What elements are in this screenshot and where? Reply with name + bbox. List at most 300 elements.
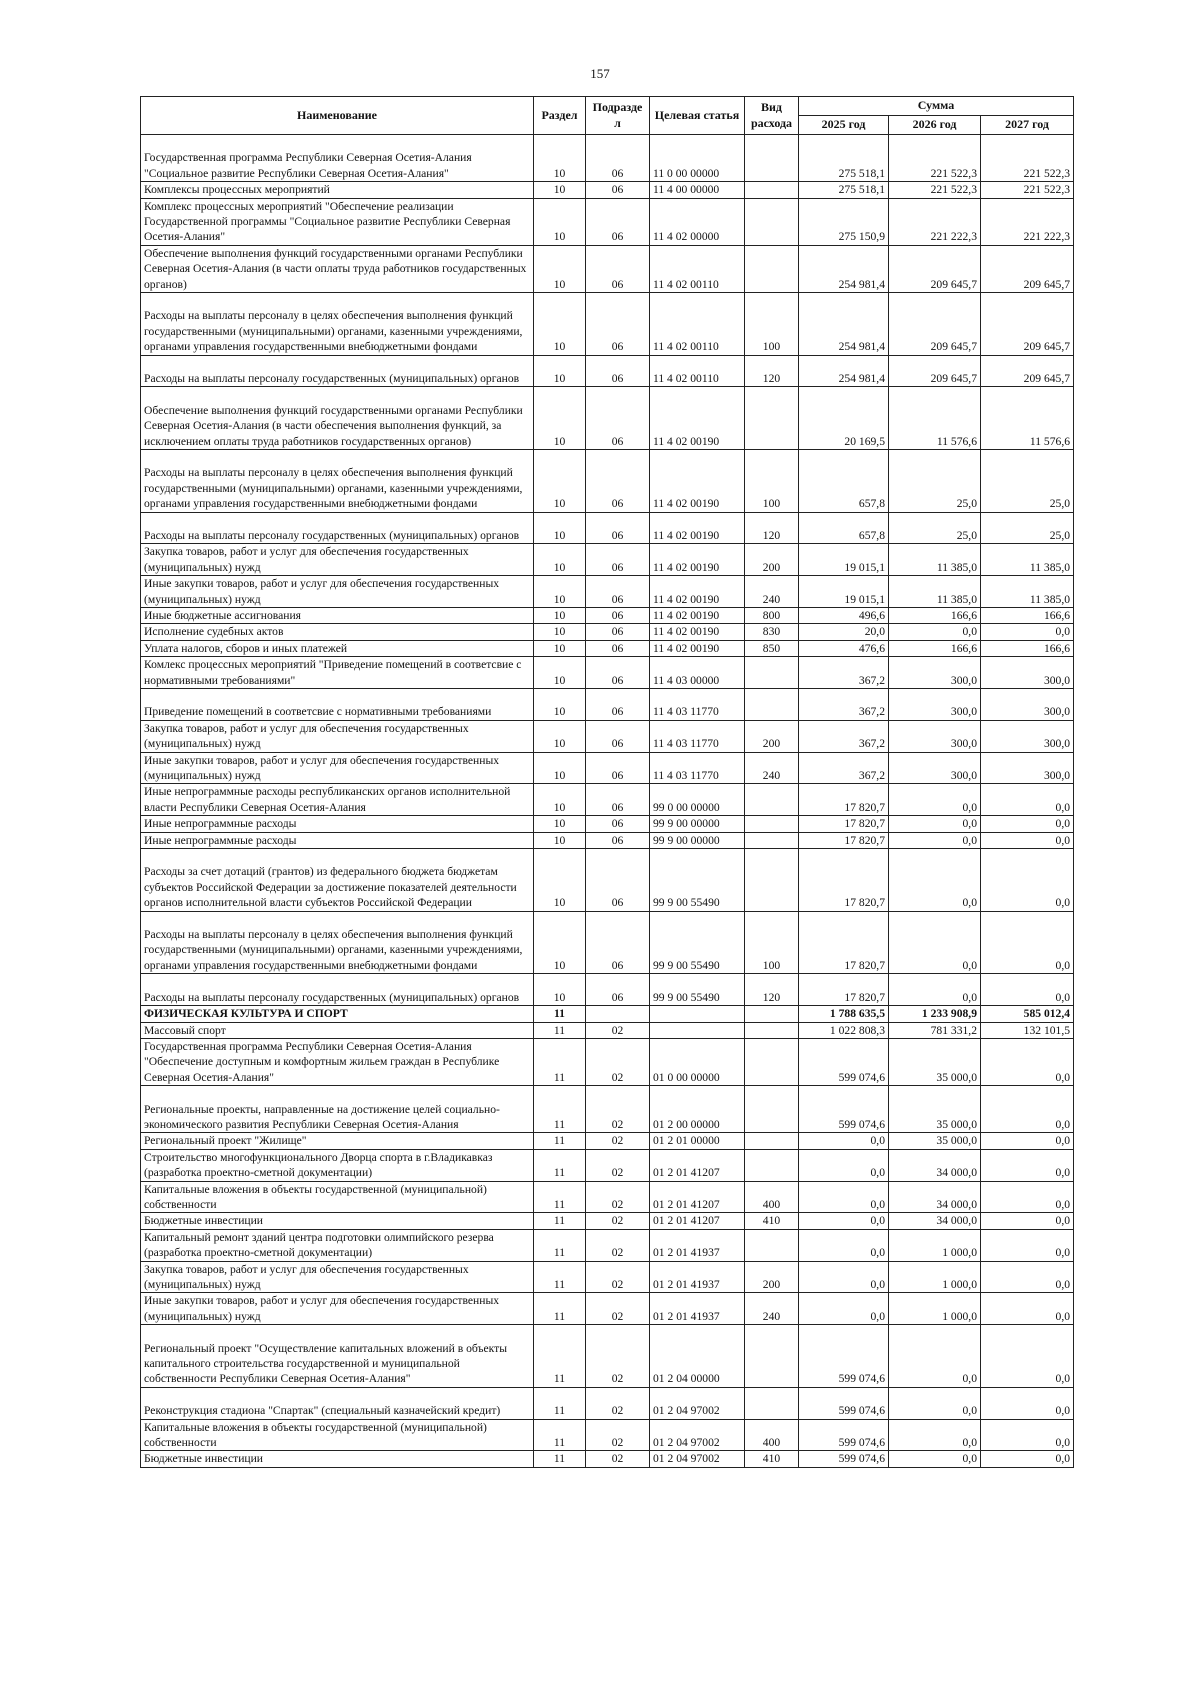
table-row — [141, 816, 1074, 832]
row-section: 10 — [534, 911, 586, 974]
row-name: Расходы на выплаты персоналу в целях обеспечения выполнения функций государственными (муниципальными) органами, казенными учреждениями, органами управления государственными внебюджетными фондами — [141, 450, 534, 513]
row-subsection: 06 — [586, 832, 650, 848]
row-value-2027: 0,0 — [981, 1086, 1074, 1133]
row-value-2026: 0,0 — [889, 784, 981, 816]
row-target: 11 4 02 00110 — [650, 245, 745, 292]
row-target: 11 4 02 00110 — [650, 355, 745, 387]
row-name: Расходы на выплаты персоналу государственных (муниципальных) органов — [141, 355, 534, 387]
row-target: 11 4 03 11770 — [650, 689, 745, 721]
row-value-2027: 0,0 — [981, 1261, 1074, 1293]
row-value-2025: 254 981,4 — [799, 245, 889, 292]
table-row — [141, 387, 1074, 450]
row-target: 99 9 00 55490 — [650, 849, 745, 912]
row-value-2027: 221 222,3 — [981, 198, 1074, 245]
row-section: 10 — [534, 974, 586, 1006]
row-type — [745, 816, 799, 832]
row-name: Массовый спорт — [141, 1022, 534, 1038]
row-section: 10 — [534, 608, 586, 624]
row-value-2027: 209 645,7 — [981, 245, 1074, 292]
table-row — [141, 512, 1074, 544]
row-value-2025: 599 074,6 — [799, 1451, 889, 1467]
row-value-2025: 19 015,1 — [799, 576, 889, 608]
row-value-2027: 25,0 — [981, 512, 1074, 544]
row-name: Расходы на выплаты персоналу в целях обеспечения выполнения функций государственными (муниципальными) органами, казенными учреждениями, органами управления государственными внебюджетными фондами — [141, 293, 534, 356]
table-row — [141, 974, 1074, 1006]
row-name: Строительство многофункционального Дворца спорта в г.Владикавказ (разработка проектно-сметной документации) — [141, 1149, 534, 1181]
table-row — [141, 657, 1074, 689]
row-target: 11 4 02 00190 — [650, 624, 745, 640]
row-section: 10 — [534, 182, 586, 198]
row-value-2026: 0,0 — [889, 624, 981, 640]
row-name: Комплексы процессных мероприятий — [141, 182, 534, 198]
row-type: 120 — [745, 512, 799, 544]
row-section: 10 — [534, 198, 586, 245]
row-value-2025: 1 788 635,5 — [799, 1006, 889, 1022]
row-value-2027: 0,0 — [981, 1419, 1074, 1451]
row-value-2025: 17 820,7 — [799, 911, 889, 974]
row-section: 11 — [534, 1181, 586, 1213]
row-subsection: 06 — [586, 355, 650, 387]
row-type: 400 — [745, 1181, 799, 1213]
row-section: 10 — [534, 135, 586, 182]
row-section: 10 — [534, 544, 586, 576]
row-value-2027: 585 012,4 — [981, 1006, 1074, 1022]
row-subsection: 06 — [586, 657, 650, 689]
row-type — [745, 1086, 799, 1133]
row-subsection: 02 — [586, 1325, 650, 1388]
row-type: 100 — [745, 293, 799, 356]
row-value-2025: 0,0 — [799, 1229, 889, 1261]
row-target: 01 2 04 97002 — [650, 1387, 745, 1419]
table-row — [141, 1086, 1074, 1133]
row-value-2026: 25,0 — [889, 450, 981, 513]
row-section: 10 — [534, 720, 586, 752]
row-value-2026: 35 000,0 — [889, 1133, 981, 1149]
table-row — [141, 182, 1074, 198]
row-section: 11 — [534, 1006, 586, 1022]
row-section: 11 — [534, 1213, 586, 1229]
row-section: 11 — [534, 1149, 586, 1181]
row-type — [745, 849, 799, 912]
row-type: 800 — [745, 608, 799, 624]
row-section: 10 — [534, 657, 586, 689]
row-subsection: 06 — [586, 849, 650, 912]
header-type: Вид расхода — [745, 97, 799, 135]
row-type — [745, 1325, 799, 1388]
row-value-2026: 0,0 — [889, 974, 981, 1006]
row-value-2025: 17 820,7 — [799, 784, 889, 816]
row-type: 240 — [745, 752, 799, 784]
row-name: Иные непрограммные расходы республиканских органов исполнительной власти Республики Северная Осетия-Алания — [141, 784, 534, 816]
row-value-2025: 17 820,7 — [799, 974, 889, 1006]
row-target: 01 2 01 00000 — [650, 1133, 745, 1149]
row-value-2027: 300,0 — [981, 689, 1074, 721]
row-section: 10 — [534, 355, 586, 387]
row-name: Комлекс процессных мероприятий "Приведение помещений в соответсвие с нормативными требованиями" — [141, 657, 534, 689]
table-row — [141, 1006, 1074, 1022]
row-value-2025: 17 820,7 — [799, 816, 889, 832]
row-subsection: 06 — [586, 293, 650, 356]
row-target: 99 9 00 55490 — [650, 974, 745, 1006]
row-subsection: 06 — [586, 640, 650, 656]
row-section: 11 — [534, 1325, 586, 1388]
row-value-2026: 300,0 — [889, 689, 981, 721]
row-subsection: 06 — [586, 624, 650, 640]
row-name: Государственная программа Республики Северная Осетия-Алания "Социальное развитие Республики Северная Осетия-Алания" — [141, 135, 534, 182]
row-value-2026: 209 645,7 — [889, 245, 981, 292]
header-subsection: Подразде л — [586, 97, 650, 135]
row-type: 410 — [745, 1451, 799, 1467]
row-value-2027: 221 522,3 — [981, 182, 1074, 198]
row-subsection: 06 — [586, 135, 650, 182]
row-type: 100 — [745, 450, 799, 513]
row-subsection: 06 — [586, 608, 650, 624]
row-target: 11 0 00 00000 — [650, 135, 745, 182]
row-value-2025: 599 074,6 — [799, 1419, 889, 1451]
row-value-2025: 476,6 — [799, 640, 889, 656]
row-value-2027: 0,0 — [981, 832, 1074, 848]
row-name: Расходы на выплаты персоналу в целях обеспечения выполнения функций государственными (муниципальными) органами, казенными учреждениями, органами управления государственными внебюджетными фондами — [141, 911, 534, 974]
row-value-2027: 0,0 — [981, 1213, 1074, 1229]
table-row — [141, 624, 1074, 640]
row-target: 11 4 02 00190 — [650, 608, 745, 624]
row-subsection: 06 — [586, 689, 650, 721]
table-row — [141, 1387, 1074, 1419]
row-type — [745, 1006, 799, 1022]
row-subsection: 02 — [586, 1261, 650, 1293]
row-value-2026: 34 000,0 — [889, 1181, 981, 1213]
row-target: 01 2 01 41207 — [650, 1213, 745, 1229]
header-year-2027: 2027 год — [981, 116, 1074, 135]
row-name: Иные закупки товаров, работ и услуг для обеспечения государственных (муниципальных) нужд — [141, 1293, 534, 1325]
row-value-2027: 0,0 — [981, 1181, 1074, 1213]
table-row — [141, 135, 1074, 182]
row-value-2027: 0,0 — [981, 816, 1074, 832]
row-name: Обеспечение выполнения функций государственными органами Республики Северная Осетия-Алания (в части оплаты труда работников государственных органов) — [141, 245, 534, 292]
row-value-2027: 11 385,0 — [981, 544, 1074, 576]
row-type — [745, 689, 799, 721]
row-value-2026: 11 385,0 — [889, 576, 981, 608]
row-value-2026: 11 385,0 — [889, 544, 981, 576]
row-target: 11 4 03 11770 — [650, 720, 745, 752]
row-section: 10 — [534, 752, 586, 784]
row-target — [650, 1022, 745, 1038]
row-name: Уплата налогов, сборов и иных платежей — [141, 640, 534, 656]
row-value-2025: 0,0 — [799, 1293, 889, 1325]
row-value-2025: 367,2 — [799, 752, 889, 784]
row-section: 10 — [534, 387, 586, 450]
row-section: 11 — [534, 1387, 586, 1419]
row-target: 01 2 04 97002 — [650, 1419, 745, 1451]
row-name: Закупка товаров, работ и услуг для обеспечения государственных (муниципальных) нужд — [141, 544, 534, 576]
budget-body — [141, 135, 1074, 1468]
row-section: 10 — [534, 816, 586, 832]
row-type — [745, 1149, 799, 1181]
row-target: 01 2 04 00000 — [650, 1325, 745, 1388]
row-target: 01 2 01 41937 — [650, 1261, 745, 1293]
table-row — [141, 245, 1074, 292]
row-subsection: 06 — [586, 816, 650, 832]
row-subsection: 06 — [586, 182, 650, 198]
row-target: 11 4 02 00190 — [650, 640, 745, 656]
row-subsection: 02 — [586, 1419, 650, 1451]
table-row — [141, 1261, 1074, 1293]
row-subsection: 02 — [586, 1293, 650, 1325]
row-subsection — [586, 1006, 650, 1022]
row-section: 10 — [534, 624, 586, 640]
row-value-2025: 657,8 — [799, 450, 889, 513]
table-row — [141, 752, 1074, 784]
table-row — [141, 1181, 1074, 1213]
row-name: Комплекс процессных мероприятий "Обеспечение реализации Государственной программы "Социальное развитие Республики Северная Осетия-Алания" — [141, 198, 534, 245]
row-type: 200 — [745, 720, 799, 752]
row-section: 10 — [534, 512, 586, 544]
row-value-2027: 0,0 — [981, 1451, 1074, 1467]
row-section: 11 — [534, 1038, 586, 1085]
row-subsection: 02 — [586, 1038, 650, 1085]
row-type: 830 — [745, 624, 799, 640]
row-subsection: 06 — [586, 198, 650, 245]
row-section: 10 — [534, 784, 586, 816]
row-name: Капитальный ремонт зданий центра подготовки олимпийского резерва (разработка проектно-сметной документации) — [141, 1229, 534, 1261]
row-type — [745, 784, 799, 816]
row-type: 400 — [745, 1419, 799, 1451]
row-value-2026: 166,6 — [889, 608, 981, 624]
row-subsection: 06 — [586, 784, 650, 816]
row-value-2026: 166,6 — [889, 640, 981, 656]
row-section: 10 — [534, 832, 586, 848]
row-name: Бюджетные инвестиции — [141, 1451, 534, 1467]
row-value-2027: 0,0 — [981, 911, 1074, 974]
row-target: 99 9 00 55490 — [650, 911, 745, 974]
row-target: 11 4 02 00190 — [650, 512, 745, 544]
row-value-2027: 11 385,0 — [981, 576, 1074, 608]
row-type: 120 — [745, 355, 799, 387]
table-row — [141, 1419, 1074, 1451]
row-value-2026: 781 331,2 — [889, 1022, 981, 1038]
row-value-2027: 0,0 — [981, 784, 1074, 816]
row-value-2027: 0,0 — [981, 1293, 1074, 1325]
row-type — [745, 657, 799, 689]
row-section: 11 — [534, 1133, 586, 1149]
row-value-2026: 35 000,0 — [889, 1086, 981, 1133]
table-row — [141, 198, 1074, 245]
row-name: Иные закупки товаров, работ и услуг для обеспечения государственных (муниципальных) нужд — [141, 576, 534, 608]
row-value-2025: 367,2 — [799, 689, 889, 721]
row-type — [745, 1387, 799, 1419]
row-type: 410 — [745, 1213, 799, 1229]
row-value-2027: 25,0 — [981, 450, 1074, 513]
row-subsection: 06 — [586, 720, 650, 752]
row-value-2026: 25,0 — [889, 512, 981, 544]
row-value-2027: 0,0 — [981, 624, 1074, 640]
row-subsection: 02 — [586, 1086, 650, 1133]
row-value-2025: 20 169,5 — [799, 387, 889, 450]
row-subsection: 06 — [586, 387, 650, 450]
row-subsection: 02 — [586, 1149, 650, 1181]
row-target: 11 4 03 00000 — [650, 657, 745, 689]
row-value-2025: 275 518,1 — [799, 135, 889, 182]
row-value-2026: 0,0 — [889, 1387, 981, 1419]
row-name: Реконструкция стадиона "Спартак" (специальный казначейский кредит) — [141, 1387, 534, 1419]
row-name: Приведение помещений в соответсвие с нормативными требованиями — [141, 689, 534, 721]
row-subsection: 06 — [586, 974, 650, 1006]
row-value-2026: 1 233 908,9 — [889, 1006, 981, 1022]
table-row — [141, 640, 1074, 656]
row-subsection: 02 — [586, 1181, 650, 1213]
row-name: Капитальные вложения в объекты государственной (муниципальной) собственности — [141, 1419, 534, 1451]
row-section: 11 — [534, 1451, 586, 1467]
row-type: 850 — [745, 640, 799, 656]
table-row — [141, 689, 1074, 721]
row-name: Расходы на выплаты персоналу государственных (муниципальных) органов — [141, 974, 534, 1006]
row-value-2025: 0,0 — [799, 1213, 889, 1229]
header-sum: Сумма — [799, 97, 1074, 116]
row-value-2025: 0,0 — [799, 1133, 889, 1149]
row-subsection: 02 — [586, 1387, 650, 1419]
table-row — [141, 1149, 1074, 1181]
row-value-2026: 300,0 — [889, 720, 981, 752]
row-name: Иные непрограммные расходы — [141, 816, 534, 832]
table-row — [141, 1451, 1074, 1467]
table-row — [141, 1038, 1074, 1085]
row-target: 11 4 02 00110 — [650, 293, 745, 356]
table-row — [141, 1133, 1074, 1149]
row-name: Расходы за счет дотаций (грантов) из федерального бюджета бюджетам субъектов Российской Федерации за достижение показателей деятельности органов исполнительной власти субъектов Российской Федерации — [141, 849, 534, 912]
row-value-2025: 19 015,1 — [799, 544, 889, 576]
row-type — [745, 1038, 799, 1085]
row-value-2026: 34 000,0 — [889, 1213, 981, 1229]
row-subsection: 02 — [586, 1133, 650, 1149]
table-row — [141, 1325, 1074, 1388]
row-type — [745, 1022, 799, 1038]
header-year-2025: 2025 год — [799, 116, 889, 135]
row-target: 01 2 01 41207 — [650, 1149, 745, 1181]
row-value-2025: 599 074,6 — [799, 1086, 889, 1133]
row-type — [745, 387, 799, 450]
table-row — [141, 1213, 1074, 1229]
row-type — [745, 832, 799, 848]
row-section: 10 — [534, 245, 586, 292]
row-section: 10 — [534, 576, 586, 608]
row-target — [650, 1006, 745, 1022]
row-value-2025: 254 981,4 — [799, 355, 889, 387]
row-name: Капитальные вложения в объекты государственной (муниципальной) собственности — [141, 1181, 534, 1213]
row-value-2026: 1 000,0 — [889, 1293, 981, 1325]
row-name: Закупка товаров, работ и услуг для обеспечения государственных (муниципальных) нужд — [141, 720, 534, 752]
row-value-2026: 11 576,6 — [889, 387, 981, 450]
row-name: Обеспечение выполнения функций государственными органами Республики Северная Осетия-Алания (в части обеспечения выполнения функций, за исключением оплаты труда работников государственных органов) — [141, 387, 534, 450]
row-subsection: 06 — [586, 576, 650, 608]
row-subsection: 06 — [586, 512, 650, 544]
row-value-2026: 0,0 — [889, 1419, 981, 1451]
row-value-2025: 17 820,7 — [799, 832, 889, 848]
row-value-2025: 657,8 — [799, 512, 889, 544]
header-section: Раздел — [534, 97, 586, 135]
row-subsection: 02 — [586, 1022, 650, 1038]
row-name: Исполнение судебных актов — [141, 624, 534, 640]
row-value-2027: 209 645,7 — [981, 293, 1074, 356]
row-name: Иные непрограммные расходы — [141, 832, 534, 848]
row-value-2027: 221 522,3 — [981, 135, 1074, 182]
row-target: 01 2 04 97002 — [650, 1451, 745, 1467]
row-target: 99 9 00 00000 — [650, 832, 745, 848]
row-type — [745, 245, 799, 292]
row-target: 11 4 02 00190 — [650, 544, 745, 576]
header-name: Наименование — [141, 97, 534, 135]
row-type: 240 — [745, 576, 799, 608]
row-value-2027: 300,0 — [981, 752, 1074, 784]
row-type — [745, 1229, 799, 1261]
row-name: Государственная программа Республики Северная Осетия-Алания "Обеспечение доступным и комфортным жильем граждан в Республике Северная Осетия-Алания" — [141, 1038, 534, 1085]
row-value-2026: 209 645,7 — [889, 293, 981, 356]
row-value-2027: 0,0 — [981, 1229, 1074, 1261]
row-value-2025: 0,0 — [799, 1261, 889, 1293]
row-section: 10 — [534, 640, 586, 656]
header-target: Целевая статья — [650, 97, 745, 135]
row-value-2026: 34 000,0 — [889, 1149, 981, 1181]
row-type: 240 — [745, 1293, 799, 1325]
row-value-2027: 209 645,7 — [981, 355, 1074, 387]
table-row — [141, 576, 1074, 608]
row-name: ФИЗИЧЕСКАЯ КУЛЬТУРА И СПОРТ — [141, 1006, 534, 1022]
row-value-2025: 367,2 — [799, 657, 889, 689]
row-value-2025: 496,6 — [799, 608, 889, 624]
row-value-2025: 367,2 — [799, 720, 889, 752]
row-section: 11 — [534, 1022, 586, 1038]
row-value-2027: 0,0 — [981, 974, 1074, 1006]
table-row — [141, 911, 1074, 974]
row-section: 10 — [534, 689, 586, 721]
row-value-2026: 0,0 — [889, 1451, 981, 1467]
table-row — [141, 1229, 1074, 1261]
row-subsection: 06 — [586, 544, 650, 576]
row-section: 11 — [534, 1261, 586, 1293]
row-target: 01 0 00 00000 — [650, 1038, 745, 1085]
row-value-2025: 1 022 808,3 — [799, 1022, 889, 1038]
row-subsection: 02 — [586, 1213, 650, 1229]
row-name: Региональный проект "Осуществление капитальных вложений в объекты капитального строительства государственной и муниципальной собственности Республики Северная Осетия-Алания" — [141, 1325, 534, 1388]
row-name: Региональный проект "Жилище" — [141, 1133, 534, 1149]
row-target: 01 2 00 00000 — [650, 1086, 745, 1133]
row-value-2025: 20,0 — [799, 624, 889, 640]
row-value-2026: 221 522,3 — [889, 182, 981, 198]
row-name: Иные закупки товаров, работ и услуг для обеспечения государственных (муниципальных) нужд — [141, 752, 534, 784]
row-value-2026: 209 645,7 — [889, 355, 981, 387]
row-subsection: 06 — [586, 245, 650, 292]
row-value-2027: 300,0 — [981, 657, 1074, 689]
row-value-2027: 166,6 — [981, 608, 1074, 624]
row-target: 99 0 00 00000 — [650, 784, 745, 816]
table-row — [141, 720, 1074, 752]
table-row — [141, 832, 1074, 848]
row-value-2027: 0,0 — [981, 1387, 1074, 1419]
row-value-2025: 275 518,1 — [799, 182, 889, 198]
row-value-2025: 17 820,7 — [799, 849, 889, 912]
row-target: 01 2 01 41207 — [650, 1181, 745, 1213]
page-number: 157 — [590, 66, 610, 81]
row-value-2026: 300,0 — [889, 657, 981, 689]
row-section: 11 — [534, 1229, 586, 1261]
row-type — [745, 198, 799, 245]
row-value-2025: 599 074,6 — [799, 1325, 889, 1388]
row-value-2026: 221 522,3 — [889, 135, 981, 182]
table-row — [141, 1293, 1074, 1325]
row-value-2027: 0,0 — [981, 1149, 1074, 1181]
row-target: 99 9 00 00000 — [650, 816, 745, 832]
row-value-2027: 132 101,5 — [981, 1022, 1074, 1038]
row-subsection: 06 — [586, 911, 650, 974]
